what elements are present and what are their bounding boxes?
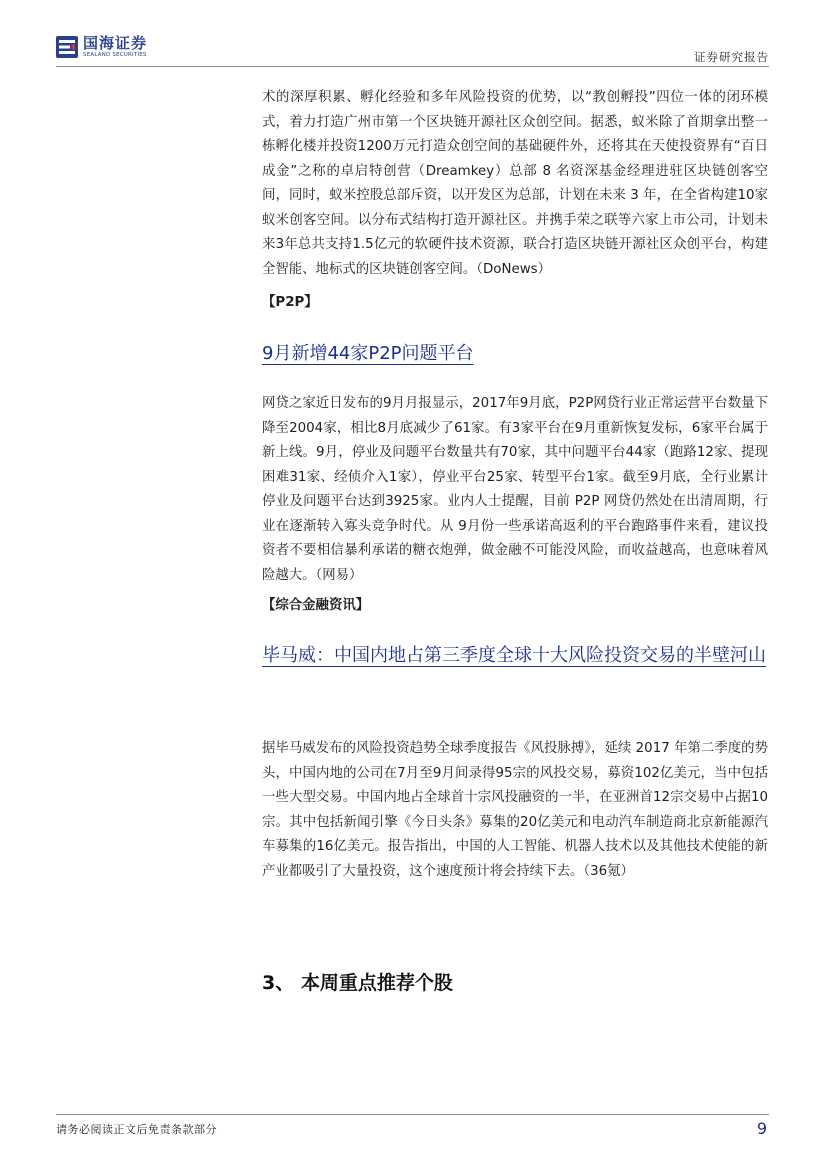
disclaimer-note: 请务必阅读正文后免责条款部分 bbox=[56, 1123, 217, 1136]
document-type-label: 证券研究报告 bbox=[694, 50, 769, 64]
section-tag-p2p: 【P2P】 bbox=[262, 295, 318, 310]
header-divider bbox=[56, 66, 769, 67]
headline-link-finance[interactable]: 毕马威：中国内地占第三季度全球十大风险投资交易的半壁河山 bbox=[262, 645, 766, 666]
p2p-paragraph: 网贷之家近日发布的9月月报显示，2017年9月底，P2P网贷行业正常运营平台数量下降至2004家，相比8月底减少了61家。有3家平台在9月重新恢复发标，6家平台属于新上线。9月，停业及问题平台数量共有70家，其中问题平台44家（跑路12家、提现困难31家、经侦介入1家），停业平台25家、转型平台1家。截至9月底，全行业累计停业及问题平台达到3925家。业内人士提醒，目前 P2P 网贷仍然处在出清周期，行业在逐渐转入寡头竞争时代。从 9月份一些承诺高返利的平台跑路事件来看，建议投资者不要相信暴利承诺的糖衣炮弹，做金融不可能没风险，而收益越高，也意味着风险越大。（网易） bbox=[262, 396, 768, 583]
logo-text-en: SEALAND SECURITIES bbox=[83, 52, 147, 58]
logo-text-cn: 国海证券 bbox=[83, 34, 148, 52]
headline-link-p2p[interactable]: 9月新增44家P2P问题平台 bbox=[262, 343, 474, 364]
finance-paragraph: 据毕马威发布的风险投资趋势全球季度报告《风投脉搏》，延续 2017 年第二季度的势头，中国内地的公司在7月至9月间录得95宗的风投交易，募资102亿美元，当中包括一些大型交易。中国内地占全球首十宗风投融资的一半，在亚洲首12宗交易中占据10宗。其中包括新闻引擎《今日头条》募集的20亿美元和电动汽车制造商北京新能源汽车募集的16亿美元。报告指出，中国的人工智能、机器人技术以及其他技术使能的新产业都吸引了大量投资，这个速度预计将会持续下去。（36氪） bbox=[262, 741, 768, 879]
footer-divider bbox=[56, 1114, 769, 1115]
section-title: 3、 本周重点推荐个股 bbox=[262, 972, 453, 994]
page-number: 9 bbox=[756, 1119, 767, 1138]
page-header bbox=[0, 0, 827, 70]
sealand-logo-icon bbox=[56, 36, 78, 58]
section-tag-finance: 【综合金融资讯】 bbox=[262, 598, 370, 613]
company-logo bbox=[56, 36, 147, 59]
intro-paragraph: 术的深厚积累、孵化经验和多年风险投资的优势，以“教创孵投”四位一体的闭环模式，着力打造广州市第一个区块链开源社区众创空间。据悉，蚁米除了首期拿出整一栋孵化楼并投资1200万元打造众创空间的基础硬件外，还将其在天使投资界有“百日成金”之称的卓启特创营（Dreamkey）总部 8 名资深基金经理进驻区块链创客空间，同时，蚁米控股总部斥资，以开发区为总部，计划在未来 3 年，在全省构建10家蚁米创客空间。以分布式结构打造开源社区。并携手荣之联等六家上市公司，计划未来3年总共支持1.5亿元的软硬件技术资源，联合打造区块链开源社区众创平台，构建全智能、地标式的区块链创客空间。（DoNews） bbox=[262, 90, 768, 277]
